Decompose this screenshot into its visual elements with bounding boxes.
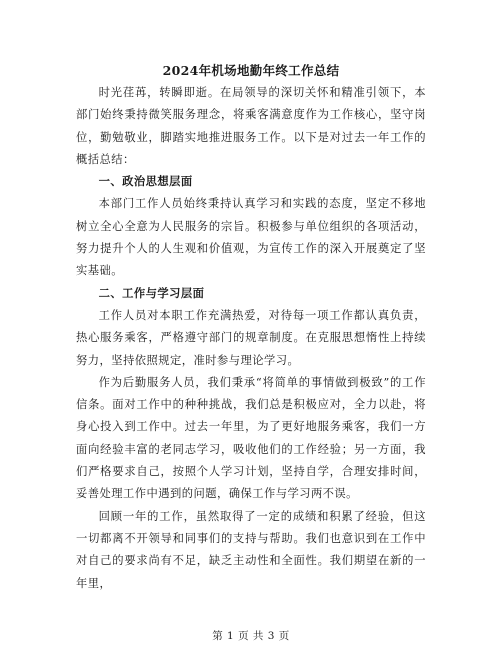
section-heading-political: 一、政治思想层面: [98, 175, 193, 189]
section-heading-work-study: 二、工作与学习层面: [98, 286, 205, 300]
document-title: 2024年机场地勤年终工作总结: [162, 63, 340, 78]
document-body: [76, 82, 426, 595]
section-work-study-paragraph-3: 回顾一年的工作，虽然取得了一定的成绩和积累了经验，但这一切都离不开领导和同事们的支持与帮助。我们也意识到在工作中对自己的要求尚有不足，缺乏主动性和全面性。我们期望在新的一年里，: [76, 509, 426, 590]
section-work-study-paragraph-2: 作为后勤服务人员，我们秉承“将简单的事情做到极致”的工作信条。面对工作中的种种挑战，我们总是积极应对，全力以赴，将身心投入到工作中。过去一年里，为了更好地服务乘客，我们一方面向经验丰富的老同志学习，吸收他们的工作经验；另一方面，我们严格要求自己，按照个人学习计划，坚持自学，合理安排时间，妥善处理工作中遇到的问题，确保工作与学习两不误。: [76, 375, 426, 501]
page-number-footer: 第 1 页 共 3 页: [212, 630, 290, 642]
section-political-paragraph-1: 本部门工作人员始终秉持认真学习和实践的态度，坚定不移地树立全心全意为人民服务的宗旨。积极参与单位组织的各项活动，努力提升个人的人生观和价值观，为宣传工作的深入开展奠定了坚实基础。: [76, 197, 426, 278]
section-work-study-paragraph-1: 工作人员对本职工作充满热爱，对待每一项工作都认真负责，热心服务乘客，严格遵守部门的规章制度。在克服思想惰性上持续努力，坚持依照规定，准时参与理论学习。: [76, 308, 426, 367]
intro-paragraph: 时光荏苒，转瞬即逝。在局领导的深切关怀和精准引领下，本部门始终秉持微笑服务理念，将乘客满意度作为工作核心，坚守岗位，勤勉敬业，脚踏实地推进服务工作。以下是对过去一年工作的概括总结：: [76, 86, 426, 166]
